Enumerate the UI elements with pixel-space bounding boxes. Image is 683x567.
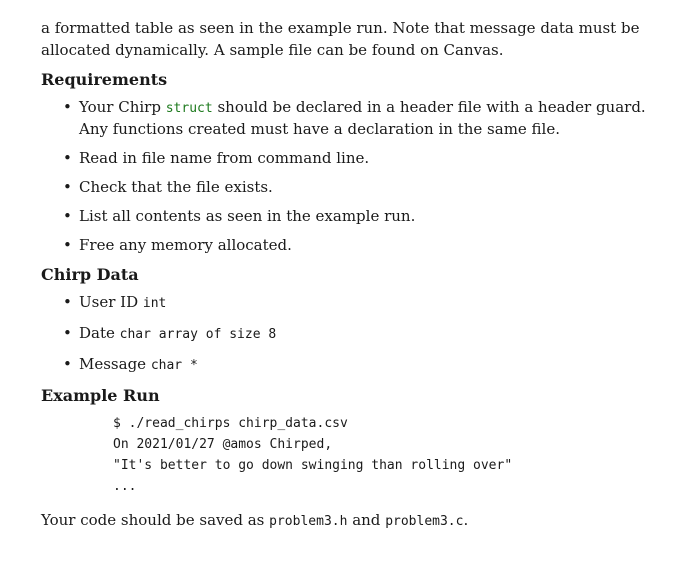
field-label: Date — [79, 324, 120, 342]
requirement-text: should be declared in a header file with a header guard. Any functions created must have a declaration in the same file. — [79, 98, 646, 138]
example-run-code-block — [113, 413, 666, 497]
code-line: "It's better to go down swinging than rolling over" — [113, 458, 513, 473]
footer-text: and — [347, 511, 386, 529]
intro-paragraph — [41, 17, 666, 61]
requirement-text: Free any memory allocated. — [79, 236, 292, 254]
chirp-data-heading: Chirp Data — [41, 265, 139, 284]
requirement-text: Read in file name from command line. — [79, 149, 370, 167]
requirement-item — [41, 97, 666, 139]
chirp-field-item — [41, 323, 666, 345]
field-type: int — [142, 296, 167, 311]
code-line: ... — [113, 479, 137, 494]
example-run-heading: Example Run — [41, 386, 160, 405]
field-type: char * — [150, 358, 198, 373]
intro-line-2: allocated dynamically. A sample file can be found on Canvas. — [41, 41, 504, 59]
footer-text: . — [463, 511, 469, 529]
field-label: User ID — [79, 293, 143, 311]
requirement-item — [41, 235, 666, 255]
requirements-list — [41, 97, 666, 255]
footer-text: Your code should be saved as — [41, 511, 270, 529]
field-type: char array of size 8 — [119, 327, 277, 342]
requirements-heading: Requirements — [41, 70, 168, 89]
requirement-item — [41, 148, 666, 168]
requirement-text: Check that the file exists. — [79, 178, 273, 196]
footer-paragraph — [41, 509, 666, 533]
document-page — [41, 17, 666, 533]
code-line: $ ./read_chirps chirp_data.csv — [113, 416, 348, 431]
requirement-text: List all contents as seen in the example run. — [79, 207, 416, 225]
field-label: Message — [79, 355, 151, 373]
chirp-field-item — [41, 292, 666, 314]
chirp-data-list — [41, 292, 666, 376]
chirp-field-item — [41, 354, 666, 376]
source-filename: problem3.c — [385, 514, 464, 529]
requirement-item — [41, 177, 666, 197]
struct-keyword: struct — [165, 101, 213, 116]
header-filename: problem3.h — [269, 514, 348, 529]
code-line: On 2021/01/27 @amos Chirped, — [113, 437, 333, 452]
requirement-item — [41, 206, 666, 226]
requirement-text: Your Chirp — [79, 98, 166, 116]
intro-line-1: a formatted table as seen in the example run. Note that message data must be — [41, 19, 640, 37]
